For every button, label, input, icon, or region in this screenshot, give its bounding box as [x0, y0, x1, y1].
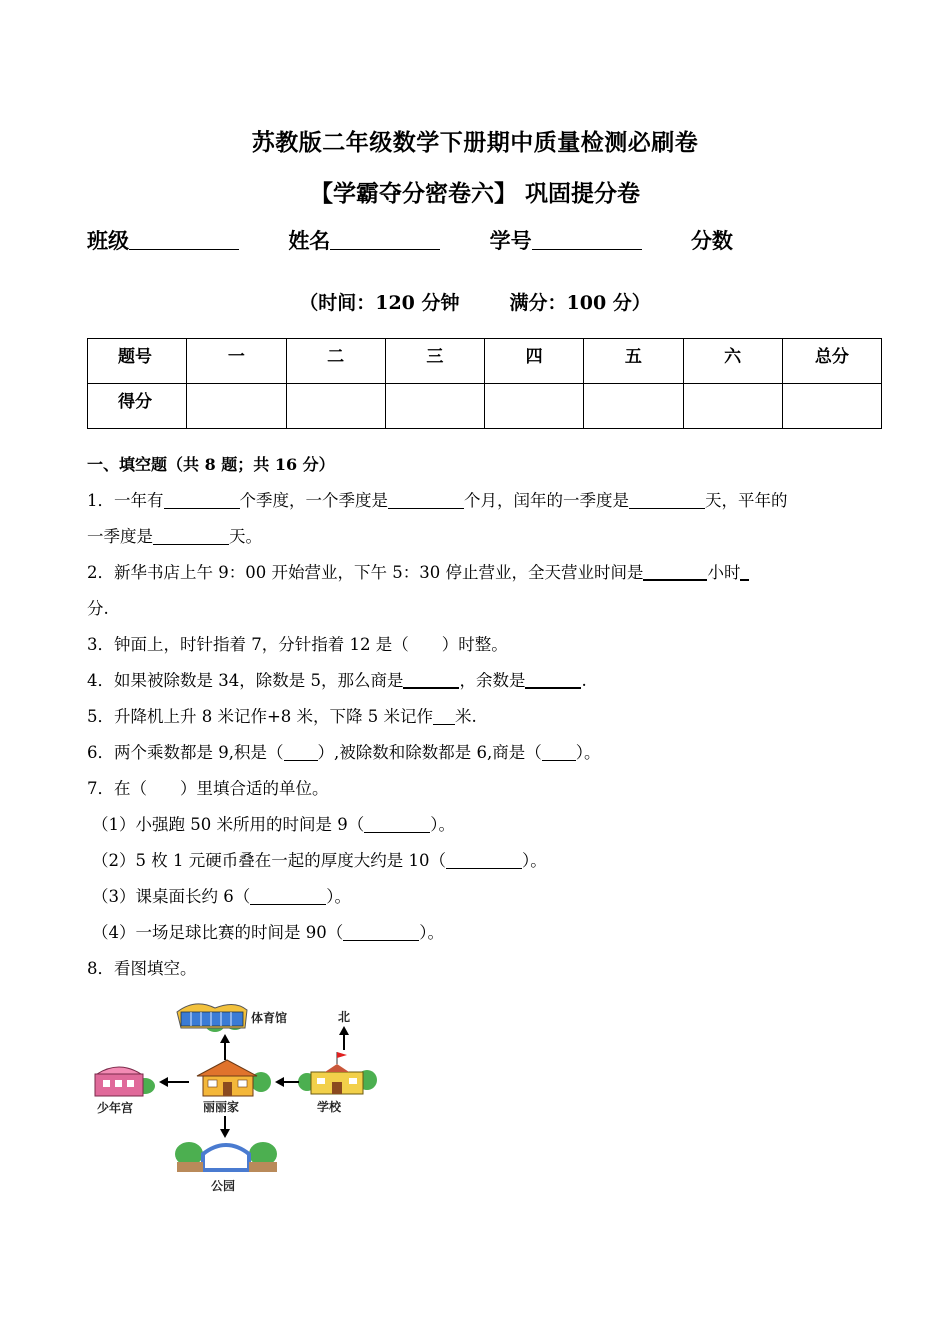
answer-blank[interactable]	[643, 563, 707, 581]
question-text: ）。	[419, 923, 444, 942]
document-title: 苏教版二年级数学下册期中质量检测必刷卷	[251, 129, 699, 156]
answer-blank[interactable]	[343, 924, 419, 941]
question-4	[87, 667, 587, 691]
score-cell[interactable]	[286, 384, 385, 429]
question-text: 天。	[229, 527, 262, 546]
question-7-3	[92, 883, 351, 907]
question-text: 6．两个乘数都是 9,积是（	[87, 743, 284, 762]
exam-time: （时间：120 分钟	[299, 292, 460, 314]
answer-blank[interactable]	[284, 744, 318, 761]
table-cell: 六	[683, 339, 782, 384]
question-text: 米.	[455, 707, 477, 726]
score-cell[interactable]	[782, 384, 881, 429]
question-text: ，余数是	[459, 671, 526, 690]
score-table	[87, 338, 882, 429]
question-text: ）。	[521, 851, 547, 870]
question-2-line-2: 分.	[87, 599, 109, 618]
answer-blank[interactable]	[403, 671, 459, 689]
question-text: ）。	[575, 743, 601, 762]
exam-meta	[0, 288, 950, 315]
question-text: 一季度是	[87, 527, 153, 546]
score-cell[interactable]	[485, 384, 584, 429]
youth-palace-building	[95, 1067, 155, 1096]
question-7-4	[92, 919, 444, 943]
question-text: （3）课桌面长约 6（	[92, 887, 251, 906]
score-cell[interactable]	[584, 384, 683, 429]
home-label: 丽丽家	[203, 1100, 240, 1114]
park-gate	[175, 1142, 277, 1172]
score-cell[interactable]	[187, 384, 286, 429]
school-label: 学校	[317, 1100, 342, 1114]
table-cell: 五	[584, 339, 683, 384]
home-building	[197, 1060, 271, 1096]
school-building	[298, 1052, 377, 1094]
question-text: ）。	[430, 815, 455, 834]
score-table-header-row	[88, 339, 882, 384]
student-info-row	[87, 225, 733, 255]
question-text: （2）5 枚 1 元硬币叠在一起的厚度大约是 10（	[92, 851, 446, 870]
question-text: 4．如果被除数是 34，除数是 5，那么商是	[87, 671, 404, 690]
answer-blank[interactable]	[542, 744, 576, 761]
number-field[interactable]	[532, 229, 642, 250]
question-6	[87, 739, 600, 763]
answer-blank[interactable]	[388, 492, 464, 509]
question-text: 个月，闰年的一季度是	[464, 491, 629, 510]
question-text: .	[581, 671, 587, 690]
answer-blank[interactable]	[525, 671, 581, 689]
question-text: 1．一年有	[87, 491, 164, 510]
exam-full-score: 满分：100 分）	[509, 292, 651, 314]
table-cell: 一	[187, 339, 286, 384]
question-7: 7．在（ ）里填合适的单位。	[87, 779, 329, 798]
score-cell[interactable]	[683, 384, 782, 429]
arrow-left-icon	[275, 1077, 299, 1087]
question-text: 天，平年的	[705, 491, 788, 510]
answer-blank[interactable]	[629, 492, 705, 509]
question-5	[87, 703, 477, 727]
question-text: ）,被除数和除数都是 6,商是（	[317, 743, 542, 762]
north-label: 北	[338, 1010, 351, 1024]
question-text: 个季度，一个季度是	[239, 491, 388, 510]
question-text: （4）一场足球比赛的时间是 90（	[92, 923, 344, 942]
arrow-left-icon	[159, 1077, 189, 1087]
table-cell: 总分	[782, 339, 881, 384]
question-text: 小时	[707, 563, 741, 582]
table-cell: 三	[385, 339, 484, 384]
question-8: 8．看图填空。	[87, 959, 197, 978]
answer-blank[interactable]	[153, 528, 229, 545]
score-cell[interactable]	[385, 384, 484, 429]
table-cell: 得分	[88, 384, 187, 429]
table-cell: 四	[485, 339, 584, 384]
answer-blank[interactable]	[364, 816, 430, 833]
table-cell: 题号	[88, 339, 187, 384]
arrow-down-icon	[220, 1116, 230, 1138]
question-2-line-1	[87, 559, 749, 583]
arrow-up-icon	[220, 1034, 230, 1060]
number-label: 学号	[489, 228, 532, 253]
question-text: 5．升降机上升 8 米记作+8 米，下降 5 米记作	[87, 707, 434, 726]
table-cell: 二	[286, 339, 385, 384]
question-7-2	[92, 847, 547, 871]
answer-blank[interactable]	[250, 888, 326, 905]
park-label: 公园	[211, 1179, 236, 1193]
question-1-line-2	[87, 523, 262, 547]
question-7-1	[92, 811, 455, 835]
class-field[interactable]	[129, 229, 239, 250]
class-label: 班级	[87, 228, 129, 253]
score-label: 分数	[690, 228, 733, 253]
question-text: 2．新华书店上午 9：00 开始营业，下午 5：30 停止营业，全天营业时间是	[87, 563, 644, 582]
score-table-score-row	[88, 384, 882, 429]
youth-palace-label: 少年宫	[97, 1101, 134, 1115]
answer-blank[interactable]	[164, 492, 240, 509]
answer-blank[interactable]	[446, 852, 522, 869]
question-3: 3．钟面上，时针指着 7，分针指着 12 是（ ）时整。	[87, 635, 508, 654]
section-heading: 一、填空题（共 8 题；共 16 分）	[87, 455, 335, 474]
gym-label: 体育馆	[251, 1011, 288, 1025]
answer-blank[interactable]	[433, 708, 455, 725]
name-field[interactable]	[330, 229, 440, 250]
document-subtitle: 【学霸夺分密卷六】 巩固提分卷	[309, 180, 640, 207]
name-label: 姓名	[288, 228, 331, 253]
gym-building	[177, 1004, 247, 1032]
question-1-line-1	[87, 487, 788, 511]
answer-blank[interactable]	[740, 563, 749, 581]
question-text: （1）小强跑 50 米所用的时间是 9（	[92, 815, 365, 834]
question-text: ）。	[326, 887, 351, 906]
direction-map	[85, 990, 385, 1195]
north-arrow-icon	[339, 1026, 349, 1050]
